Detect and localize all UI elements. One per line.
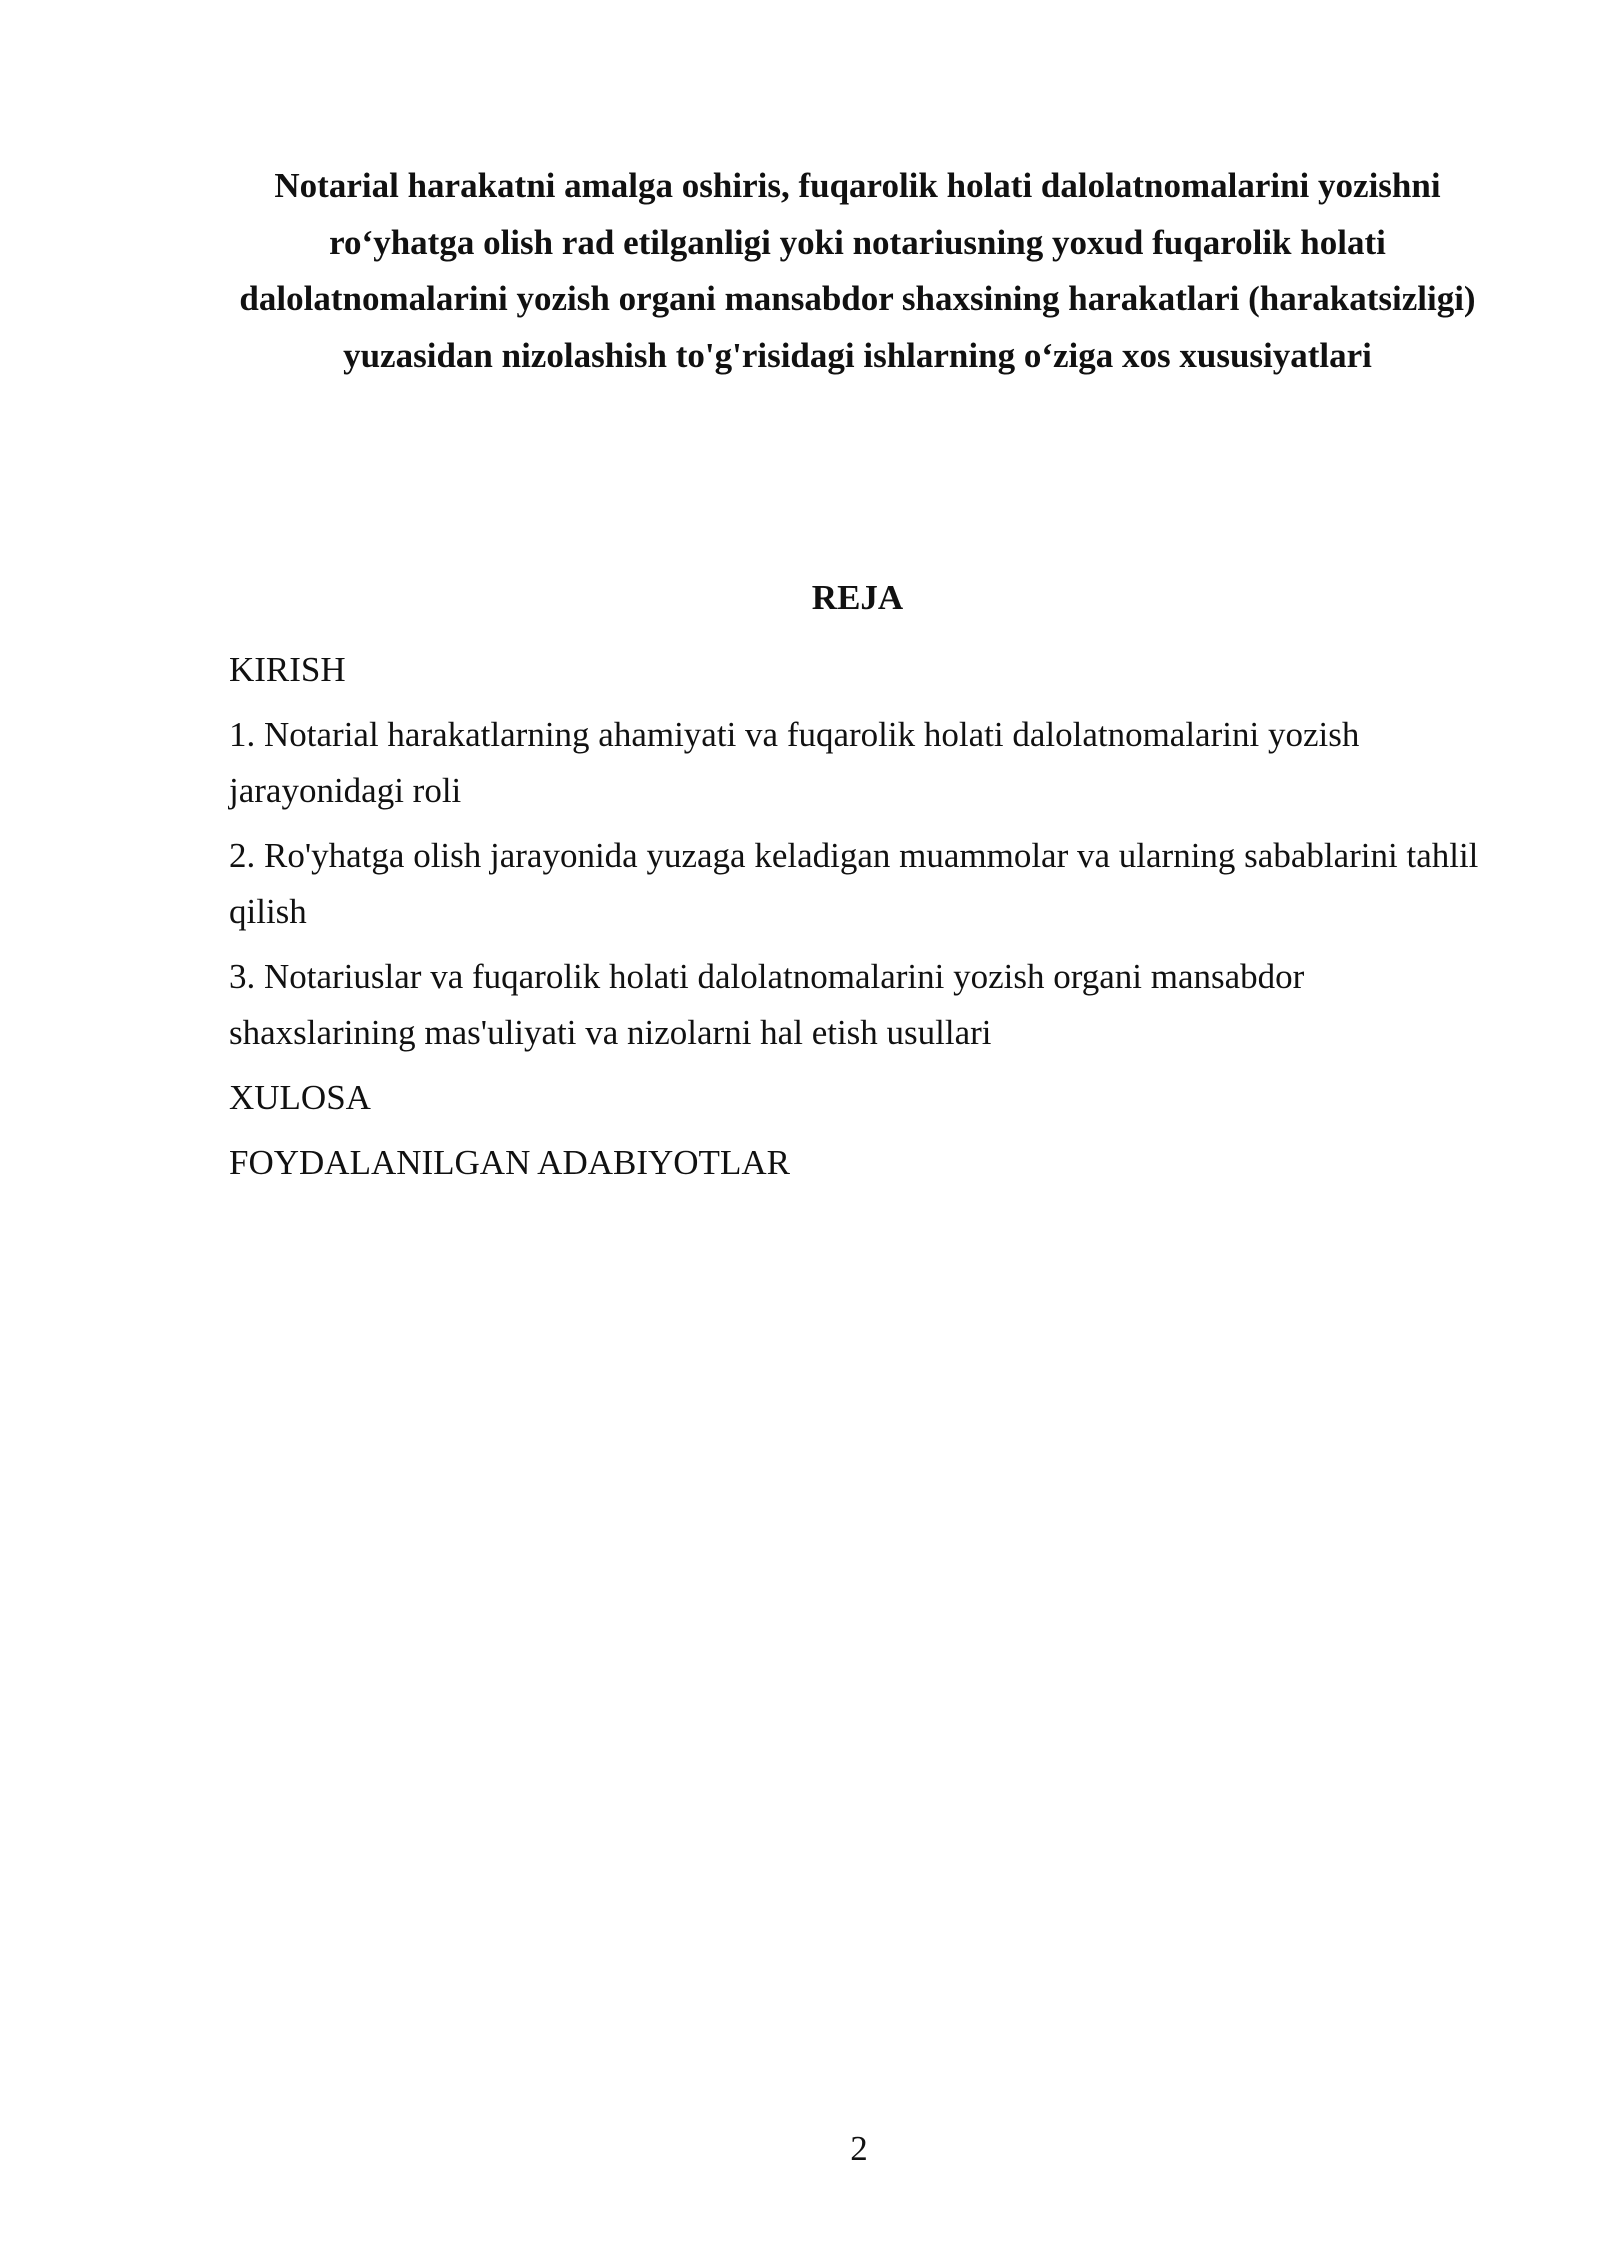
plan-heading: REJA [811, 578, 904, 617]
page-number: 2 [850, 2129, 868, 2168]
plan-item-2: 2. Ro'yhatga olish jarayonida yuzaga keladigan muammolar va ularning sabablarini tahlil qilish [229, 836, 1479, 931]
plan-item-1: 1. Notarial harakatlarning ahamiyati va fuqarolik holati dalolatnomalarini yozish jarayonidagi roli [229, 715, 1360, 810]
plan-item-introduction: KIRISH [229, 650, 346, 689]
document-title: Notarial harakatni amalga oshiris, fuqarolik holati dalolatnomalarini yozishni ro‘yhatga olish rad etilganligi yoki notariusning yoxud fuqarolik holati dalolatnomalarini yozish organi mansabdor shaxsining harakatlari (harakatsizligi) yuzasidan nizolashish to'g'risidagi ishlarning o‘ziga xos xususiyatlari [239, 166, 1476, 375]
plan-item-conclusion: XULOSA [229, 1078, 371, 1117]
plan-item-references: FOYDALANILGAN ADABIYOTLAR [229, 1143, 790, 1182]
plan-item-3: 3. Notariuslar va fuqarolik holati dalolatnomalarini yozish organi mansabdor shaxslarining mas'uliyati va nizolarni hal etish usullari [229, 957, 1305, 1052]
plan-list [229, 642, 1491, 1200]
